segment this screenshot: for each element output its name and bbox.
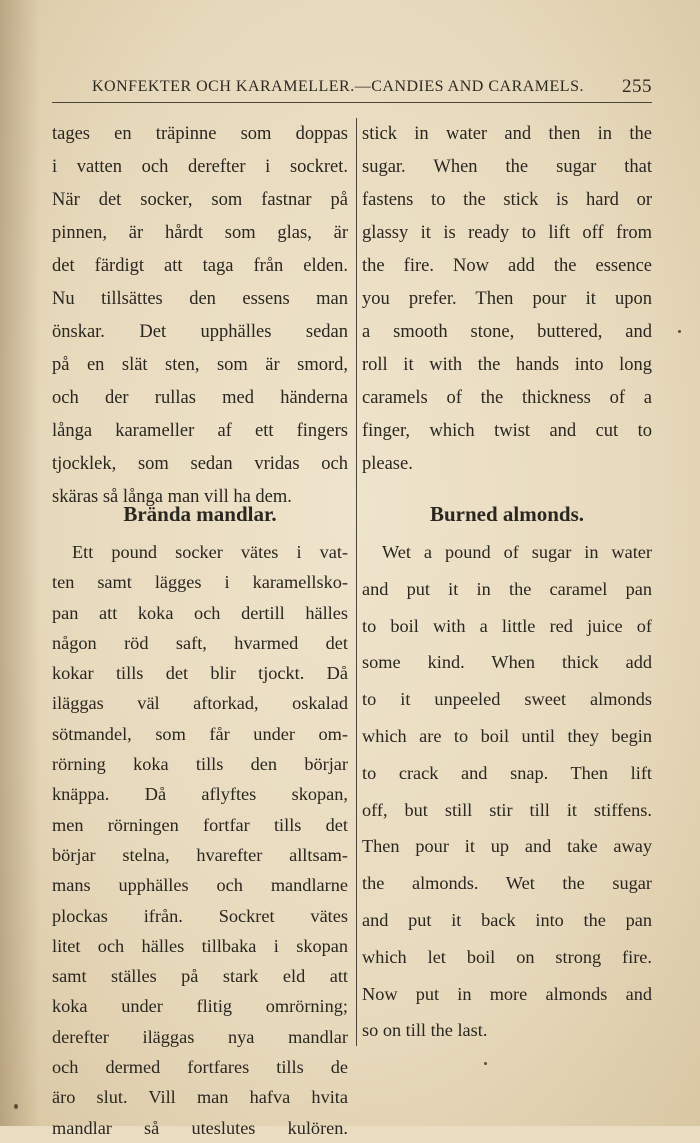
text-line: men rörningen fortfar tills det — [52, 814, 348, 835]
text-line: to it unpeeled sweet almonds — [362, 689, 652, 710]
text-line: det färdigt att taga från elden. — [52, 256, 348, 276]
english-recipe-heading: Burned almonds. — [429, 502, 585, 526]
text-line: the fire. Now add the essence — [362, 256, 652, 276]
text-line: which are to boil until they begin — [362, 725, 652, 746]
text-line: Then pour it up and take away — [362, 836, 652, 857]
text-line: derefter iläggas nya mandlar — [52, 1026, 348, 1047]
text-line: kokar tills det blir tjockt. Då — [52, 663, 348, 684]
text-line: which let boil on strong fire. — [362, 946, 652, 967]
text-line: you prefer. Then pour it upon — [362, 289, 652, 309]
text-line: finger, which twist and cut to — [362, 421, 652, 441]
paper-speck — [678, 330, 681, 333]
text-line: fastens to the stick is hard or — [362, 190, 652, 210]
page-edge-shadow — [0, 0, 40, 1126]
text-line: pinnen, är hårdt som glas, är — [52, 223, 348, 243]
text-line: Ett pound socker vätes i vat- — [72, 542, 348, 562]
header-rule — [52, 102, 652, 103]
paper-speck — [14, 1104, 18, 1109]
text-line: När det socker, som fastnar på — [52, 190, 348, 210]
text-line: glassy it is ready to lift off from — [362, 223, 652, 243]
column-divider — [356, 118, 357, 1046]
swedish-recipe-body — [52, 537, 348, 1143]
text-line: tages en träpinne som doppas — [52, 124, 348, 144]
running-header — [92, 76, 652, 102]
swedish-top-paragraph — [52, 118, 348, 514]
text-line: ten samt lägges i karamellsko- — [52, 572, 348, 593]
text-line: tjocklek, som sedan vridas och — [52, 454, 348, 474]
text-line: stick in water and then in the — [362, 124, 652, 144]
text-line: plockas ifrån. Sockret vätes — [52, 905, 348, 926]
text-line: och dermed fortfares tills de — [52, 1057, 348, 1078]
swedish-recipe-heading: Brända mandlar. — [123, 502, 277, 526]
english-recipe-body — [362, 534, 652, 1049]
text-line: litet och hälles tillbaka i skopan — [52, 935, 348, 956]
text-line: to crack and snap. Then lift — [362, 762, 652, 783]
english-top-paragraph — [362, 118, 652, 481]
page-number: 255 — [622, 76, 652, 97]
text-line: to boil with a little red juice of — [362, 615, 652, 636]
text-line: börjar stelna, hvarefter alltsam- — [52, 844, 348, 865]
text-line: knäppa. Då aflyftes skopan, — [52, 784, 348, 805]
text-line: a smooth stone, buttered, and — [362, 322, 652, 342]
text-line: önskar. Det upphälles sedan — [52, 322, 348, 342]
text-line: äro slut. Vill man hafva hvita — [52, 1087, 348, 1108]
text-line: Now put in more almonds and — [362, 983, 652, 1004]
text-line: so on till the last. — [362, 1020, 488, 1041]
text-line: iläggas väl aftorkad, oskalad — [52, 693, 348, 714]
text-line: off, but still stir till it stiffens. — [362, 799, 652, 820]
text-line: samt ställes på stark eld att — [52, 966, 348, 987]
text-line: rörning koka tills den börjar — [52, 754, 348, 775]
text-line: and put it in the caramel pan — [362, 578, 652, 599]
text-line: koka under flitig omrörning; — [52, 996, 348, 1017]
text-line: please. — [362, 454, 413, 474]
text-line: caramels of the thickness of a — [362, 388, 652, 408]
paper-speck — [484, 1062, 487, 1065]
text-line: and put it back into the pan — [362, 909, 652, 930]
text-line: sötmandel, som får under om- — [52, 723, 348, 744]
running-title: KONFEKTER OCH KARAMELLER.—CANDIES AND CARAMELS. — [92, 78, 584, 95]
text-line: sugar. When the sugar that — [362, 157, 652, 177]
text-line: Wet a pound of sugar in water — [382, 542, 652, 562]
text-line: Nu tillsättes den essens man — [52, 289, 348, 309]
text-line: pan att koka och dertill hälles — [52, 602, 348, 623]
text-line: i vatten och derefter i sockret. — [52, 157, 348, 177]
text-line: mandlar så uteslutes kulören. — [52, 1117, 348, 1138]
text-line: och der rullas med händerna — [52, 388, 348, 408]
text-line: some kind. When thick add — [362, 652, 652, 673]
text-line: långa karameller af ett fingers — [52, 421, 348, 441]
text-line: the almonds. Wet the sugar — [362, 873, 652, 894]
text-line: roll it with the hands into long — [362, 355, 652, 375]
text-line: mans upphälles och mandlarne — [52, 875, 348, 896]
text-line: någon röd saft, hvarmed det — [52, 632, 348, 653]
text-line: på en slät sten, som är smord, — [52, 355, 348, 375]
text-line: skäras så långa man vill ha dem. — [52, 487, 292, 507]
